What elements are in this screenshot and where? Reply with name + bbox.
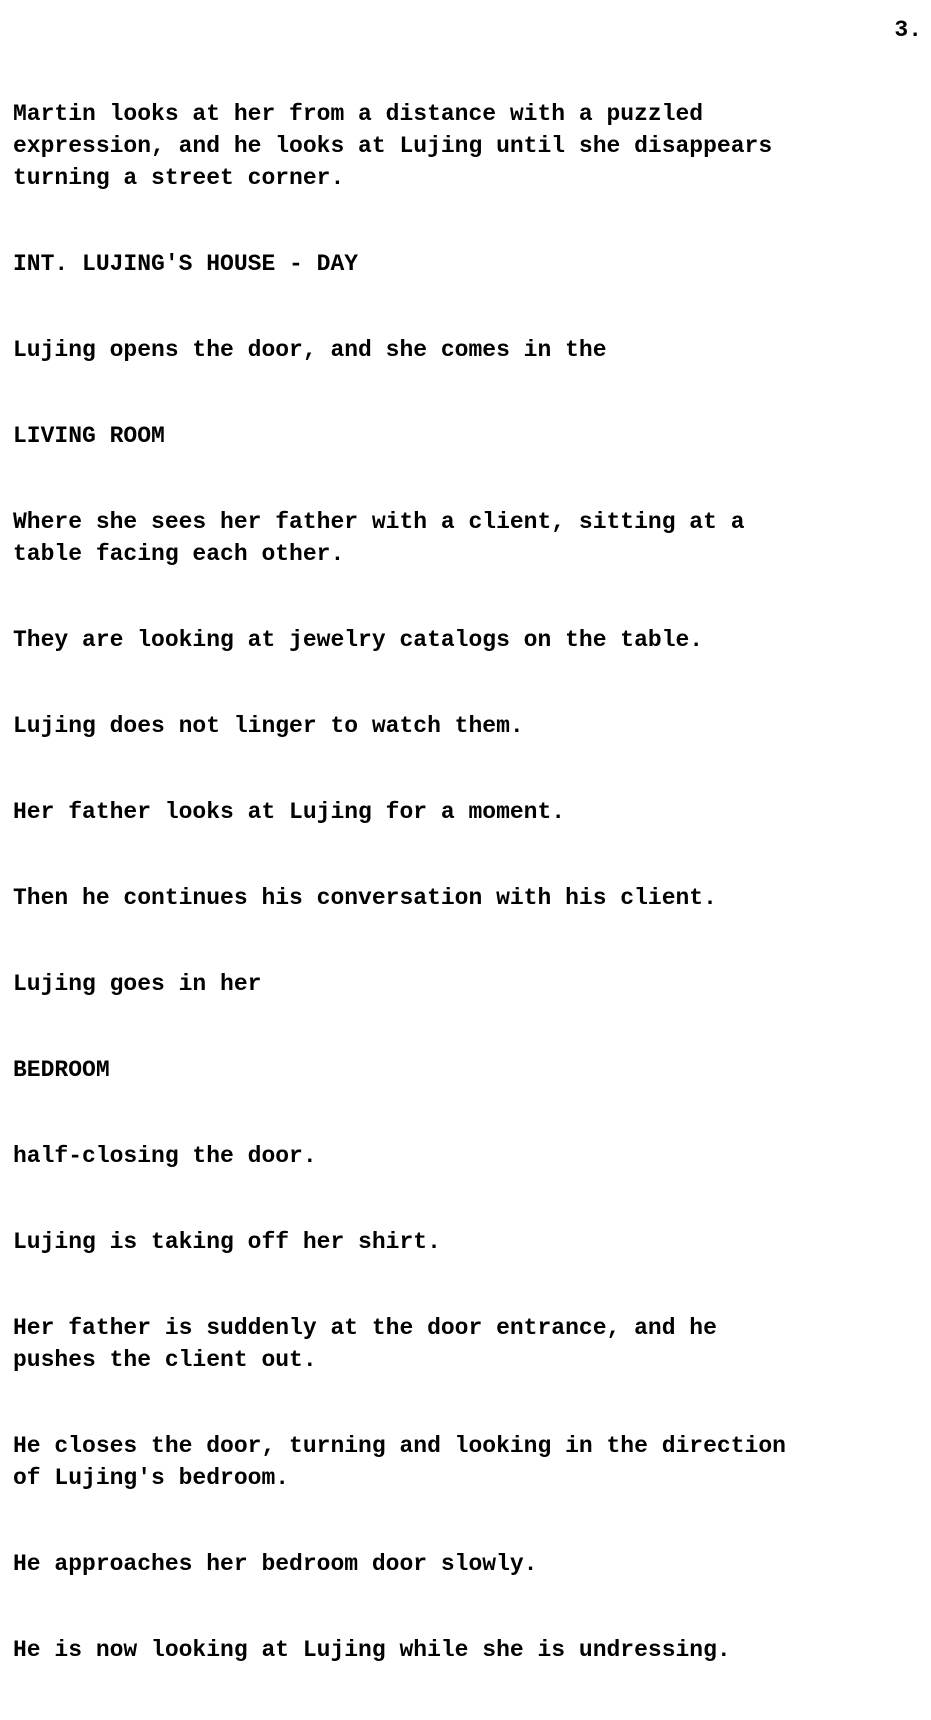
action-line: He approaches her bedroom door slowly. bbox=[13, 1551, 538, 1577]
action-line: Her father is suddenly at the door entrance, and he pushes the client out. bbox=[13, 1315, 717, 1373]
action-line: He closes the door, turning and looking in the direction of Lujing's bedroom. bbox=[13, 1433, 786, 1491]
action-line: Martin looks at her from a distance with a puzzled expression, and he looks at Lujing until she disappears turning a street corner. bbox=[13, 101, 773, 191]
location-heading: LIVING ROOM bbox=[13, 423, 165, 449]
action-line: Then he continues his conversation with his client. bbox=[13, 885, 717, 911]
action-line: They are looking at jewelry catalogs on the table. bbox=[13, 627, 704, 653]
action-line: He is now looking at Lujing while she is undressing. bbox=[13, 1637, 731, 1663]
action-line: Lujing opens the door, and she comes in the bbox=[13, 337, 607, 363]
screenplay-body bbox=[13, 98, 923, 1720]
action-line: Where she sees her father with a client, sitting at a table facing each other. bbox=[13, 509, 745, 567]
location-heading: BEDROOM bbox=[13, 1057, 110, 1083]
scene-heading: INT. LUJING'S HOUSE - DAY bbox=[13, 251, 359, 277]
action-line: Her father looks at Lujing for a moment. bbox=[13, 799, 566, 825]
action-line: Lujing does not linger to watch them. bbox=[13, 713, 524, 739]
action-line: Lujing is taking off her shirt. bbox=[13, 1229, 441, 1255]
action-line: Lujing goes in her bbox=[13, 971, 262, 997]
action-line: half-closing the door. bbox=[13, 1143, 317, 1169]
page-number: 3. bbox=[894, 17, 922, 43]
